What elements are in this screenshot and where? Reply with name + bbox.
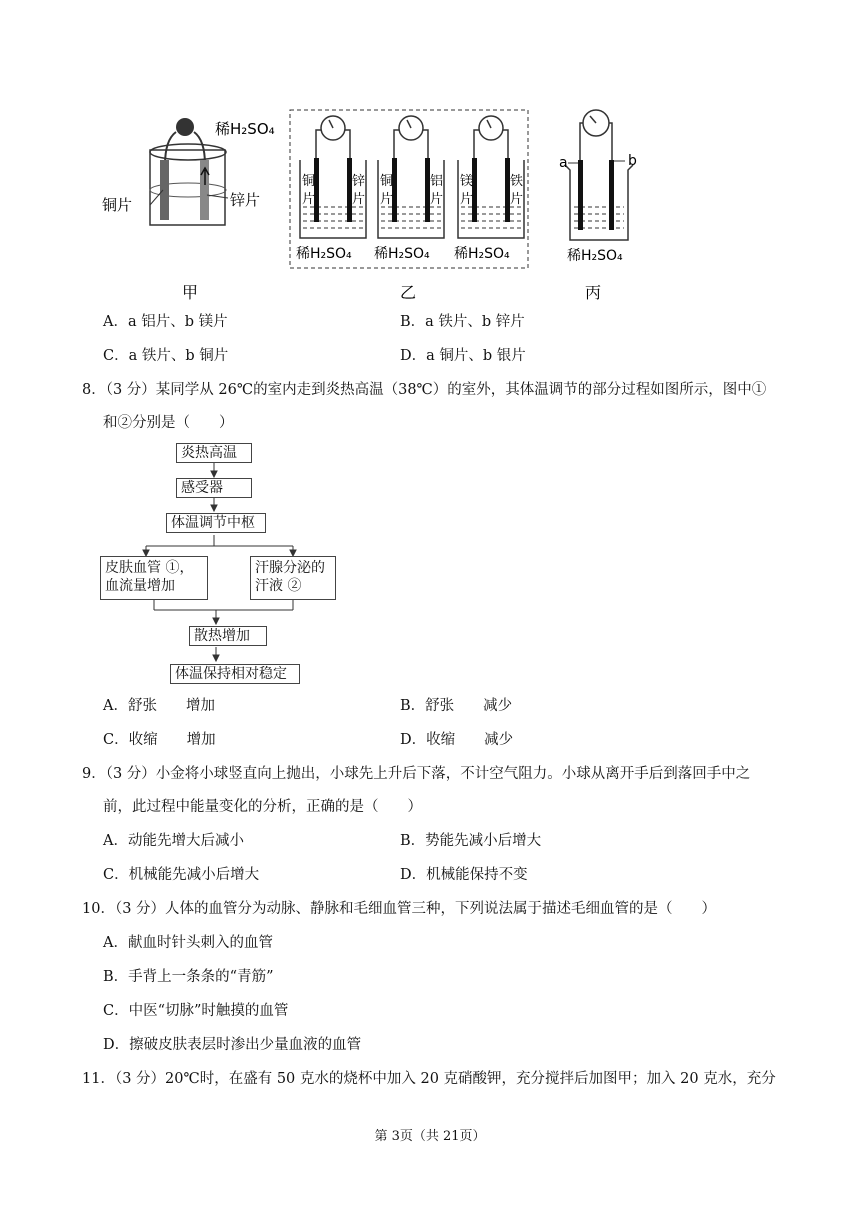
q10-option-a: A．献血时针头刺入的血管 bbox=[103, 935, 273, 951]
q9-stem-line2: 前，此过程中能量变化的分析，正确的是（ ） bbox=[103, 799, 422, 815]
label-jia-copper: 铜片 bbox=[102, 196, 133, 214]
cell-electrode-label-left: 片 bbox=[460, 192, 474, 207]
cell-electrode-label-left: 镁 bbox=[460, 174, 474, 189]
cell-acid-label: 稀H₂SO₄ bbox=[374, 246, 430, 262]
q8-option-a: A．舒张 增加 bbox=[103, 698, 215, 714]
q8-option-c: C．收缩 增加 bbox=[103, 732, 216, 748]
galvanic-cell bbox=[296, 116, 366, 262]
flow-node-skin-line1: 皮肤血管 ①， bbox=[105, 560, 194, 576]
flow-node-stable: 体温保持相对稳定 bbox=[170, 664, 300, 684]
q10-stem: 10．（3 分）人体的血管分为动脉、静脉和毛细血管三种，下列说法属于描述毛细血管的是（ ） bbox=[82, 901, 717, 917]
q7-option-a: A．a 铝片、b 镁片 bbox=[103, 314, 228, 330]
q11-stem: 11．（3 分）20℃时，在盛有 50 克水的烧杯中加入 20 克硝酸钾，充分搅拌后加图甲；加入 20 克水，充分 bbox=[82, 1071, 776, 1087]
q8-option-b: B．舒张 减少 bbox=[400, 698, 513, 714]
q8-option-d: D．收缩 减少 bbox=[400, 732, 514, 748]
label-jia-zinc: 锌片 bbox=[230, 191, 261, 209]
label-bing-a: a bbox=[559, 155, 568, 171]
figure-jia bbox=[102, 118, 275, 302]
figure-bing bbox=[559, 110, 637, 302]
q7-option-c: C．a 铁片、b 铜片 bbox=[103, 348, 229, 364]
q9-option-a: A．动能先增大后减小 bbox=[103, 833, 244, 849]
label-bing-acid: 稀H₂SO₄ bbox=[567, 248, 623, 264]
q9-option-c: C．机械能先减小后增大 bbox=[103, 867, 260, 883]
cell-electrode-label-right: 片 bbox=[510, 192, 524, 207]
q7-option-b: B．a 铁片、b 锌片 bbox=[400, 314, 525, 330]
cell-electrode-label-right: 铝 bbox=[430, 174, 444, 189]
q10-option-d: D．擦破皮肤表层时渗出少量血液的血管 bbox=[103, 1037, 362, 1053]
cell-electrode-label-left: 片 bbox=[380, 192, 394, 207]
flow-node-dissipate: 散热增加 bbox=[189, 626, 267, 646]
caption-yi: 乙 bbox=[400, 283, 417, 302]
label-jia-acid: 稀H₂SO₄ bbox=[215, 120, 275, 138]
flow-node-receptor: 感受器 bbox=[176, 478, 252, 498]
cell-acid-label: 稀H₂SO₄ bbox=[454, 246, 510, 262]
q7-option-d: D．a 铜片、b 银片 bbox=[400, 348, 526, 364]
figure-q7 bbox=[0, 100, 860, 310]
caption-jia: 甲 bbox=[182, 283, 199, 302]
q10-option-b: B．手背上一条条的“青筋” bbox=[103, 969, 274, 985]
q8-stem-line1: 8．（3 分）某同学从 26℃的室内走到炎热高温（38℃）的室外，其体温调节的部分过程如图所示，图中① bbox=[82, 382, 767, 398]
flow-node-skin bbox=[100, 556, 208, 600]
caption-bing: 丙 bbox=[585, 283, 602, 302]
cell-acid-label: 稀H₂SO₄ bbox=[296, 246, 352, 262]
q9-option-d: D．机械能保持不变 bbox=[400, 867, 528, 883]
q10-option-c: C．中医“切脉”时触摸的血管 bbox=[103, 1003, 289, 1019]
cell-electrode-label-left: 铜 bbox=[302, 174, 316, 189]
cell-electrode-label-right: 片 bbox=[352, 192, 366, 207]
flow-node-heat: 炎热高温 bbox=[176, 443, 252, 463]
label-bing-b: b bbox=[628, 153, 637, 169]
page-footer: 第 3页（共 21页） bbox=[374, 1129, 486, 1144]
galvanic-cell bbox=[454, 116, 524, 262]
q8-stem-line2: 和②分别是（ ） bbox=[103, 415, 234, 431]
flow-node-skin-line2: 血流量增加 bbox=[105, 578, 175, 594]
cell-electrode-label-right: 锌 bbox=[352, 174, 366, 189]
figure-yi bbox=[290, 110, 528, 302]
flow-node-sweat-line1: 汗腺分泌的 bbox=[255, 560, 325, 576]
q9-stem-line1: 9．（3 分）小金将小球竖直向上抛出，小球先上升后下落，不计空气阻力。小球从离开手后到落回手中之 bbox=[82, 766, 751, 782]
cell-electrode-label-left: 片 bbox=[302, 192, 316, 207]
q9-option-b: B．势能先减小后增大 bbox=[400, 833, 542, 849]
cell-electrode-label-left: 铜 bbox=[380, 174, 394, 189]
flow-node-center: 体温调节中枢 bbox=[166, 513, 266, 533]
flow-node-sweat bbox=[250, 556, 336, 600]
galvanic-cell bbox=[374, 116, 444, 262]
cell-electrode-label-right: 铁 bbox=[510, 174, 524, 189]
cell-electrode-label-right: 片 bbox=[430, 192, 444, 207]
flow-node-sweat-line2: 汗液 ② bbox=[255, 578, 302, 594]
